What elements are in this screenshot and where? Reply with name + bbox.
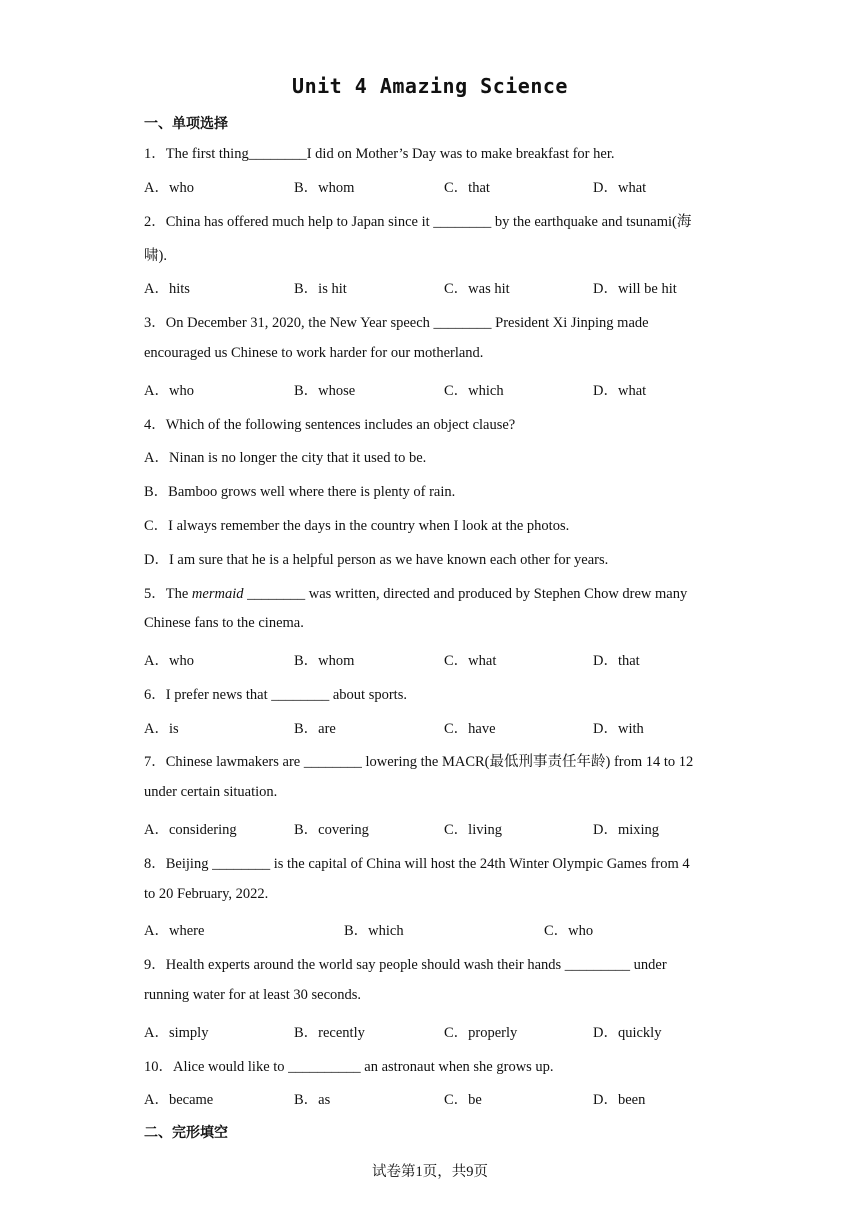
- question-7-option-d[interactable]: D．mixing: [593, 822, 660, 838]
- question-5-text: [144, 582, 724, 603]
- question-7-option-b[interactable]: B．covering: [294, 822, 369, 838]
- question-3-option-c[interactable]: C．which: [444, 383, 504, 399]
- question-9-option-d[interactable]: D．quickly: [593, 1025, 662, 1041]
- question-1-options: [144, 176, 724, 196]
- question-5-option-a[interactable]: A．who: [144, 653, 194, 669]
- question-4-option-b[interactable]: B．Bamboo grows well where there is plenty of rain.: [144, 484, 456, 500]
- question-2-text: 2．China has offered much help to Japan since it ________ by the earthquake and tsunami(海: [144, 214, 692, 230]
- question-10-option-b[interactable]: B．as: [294, 1092, 331, 1108]
- page-footer: 试卷第1页，共9页: [372, 1164, 488, 1180]
- question-2-option-c[interactable]: C．was hit: [444, 281, 510, 297]
- question-3-text: 3．On December 31, 2020, the New Year speech ________ President Xi Jinping made: [144, 315, 649, 331]
- question-8-option-b[interactable]: B．which: [344, 923, 404, 939]
- question-5-prefix: 5．The: [144, 586, 192, 602]
- question-7-text: 7．Chinese lawmakers are ________ lowering the MACR(最低刑事责任年龄) from 14 to 12: [144, 754, 694, 770]
- question-6-options: [144, 717, 724, 737]
- question-5-italic-title: mermaid: [191, 586, 244, 602]
- question-1-option-d[interactable]: D．what: [593, 180, 647, 196]
- question-1-text: 1．The first thing________I did on Mother’s Day was to make breakfast for her.: [144, 146, 615, 162]
- question-2-option-b[interactable]: B．is hit: [294, 281, 347, 297]
- question-4-option-a[interactable]: A．Ninan is no longer the city that it used to be.: [144, 450, 427, 466]
- question-5-option-d[interactable]: D．that: [593, 653, 640, 669]
- question-2-text-cont: 啸).: [144, 248, 167, 264]
- question-4-text: 4．Which of the following sentences includes an object clause?: [144, 417, 516, 433]
- question-6-option-c[interactable]: C．have: [444, 721, 496, 737]
- question-8-text-cont: to 20 February, 2022.: [144, 886, 269, 902]
- question-5-options: [144, 649, 724, 669]
- question-5-option-c[interactable]: C．what: [444, 653, 497, 669]
- question-7-option-a[interactable]: A．considering: [144, 822, 237, 838]
- question-10-text: 10．Alice would like to __________ an astronaut when she grows up.: [144, 1059, 554, 1075]
- question-1-option-b[interactable]: B．whom: [294, 180, 355, 196]
- question-8-option-a[interactable]: A．where: [144, 923, 205, 939]
- question-9-text: 9．Health experts around the world say people should wash their hands _________ under: [144, 957, 667, 973]
- question-1-option-a[interactable]: A．who: [144, 180, 194, 196]
- question-9-option-b[interactable]: B．recently: [294, 1025, 365, 1041]
- question-4-option-c[interactable]: C．I always remember the days in the country when I look at the photos.: [144, 518, 570, 534]
- question-4-option-d[interactable]: D．I am sure that he is a helpful person as we have known each other for years.: [144, 552, 609, 568]
- question-10-option-d[interactable]: D．been: [593, 1092, 646, 1108]
- question-2-options: [144, 277, 724, 297]
- question-2-option-a[interactable]: A．hits: [144, 281, 190, 297]
- question-3-option-d[interactable]: D．what: [593, 383, 647, 399]
- question-6-option-b[interactable]: B．are: [294, 721, 336, 737]
- question-10-options: [144, 1088, 724, 1108]
- section-heading-multiple-choice: 一、单项选择: [144, 116, 228, 132]
- question-9-options: [144, 1021, 724, 1041]
- question-5-suffix: ________ was written, directed and produced by Stephen Chow drew many: [243, 586, 688, 602]
- question-5-option-b[interactable]: B．whom: [294, 653, 355, 669]
- question-1-option-c[interactable]: C．that: [444, 180, 490, 196]
- question-7-text-cont: under certain situation.: [144, 784, 278, 800]
- question-3-option-b[interactable]: B．whose: [294, 383, 356, 399]
- question-10-option-c[interactable]: C．be: [444, 1092, 482, 1108]
- section-heading-cloze: 二、完形填空: [144, 1125, 228, 1141]
- question-2-option-d[interactable]: D．will be hit: [593, 281, 677, 297]
- page-title: Unit 4 Amazing Science: [292, 74, 568, 98]
- question-6-text: 6．I prefer news that ________ about sports.: [144, 687, 407, 703]
- question-3-options: [144, 379, 724, 399]
- question-6-option-d[interactable]: D．with: [593, 721, 644, 737]
- question-9-option-a[interactable]: A．simply: [144, 1025, 209, 1041]
- question-9-text-cont: running water for at least 30 seconds.: [144, 987, 362, 1003]
- question-9-option-c[interactable]: C．properly: [444, 1025, 518, 1041]
- question-7-options: [144, 818, 724, 838]
- question-10-option-a[interactable]: A．became: [144, 1092, 214, 1108]
- question-5-text-cont: Chinese fans to the cinema.: [144, 615, 304, 631]
- question-7-option-c[interactable]: C．living: [444, 822, 503, 838]
- question-3-option-a[interactable]: A．who: [144, 383, 194, 399]
- question-8-option-c[interactable]: C．who: [544, 923, 594, 939]
- question-8-options: [144, 919, 724, 939]
- question-6-option-a[interactable]: A．is: [144, 721, 179, 737]
- question-3-text-cont: encouraged us Chinese to work harder for our motherland.: [144, 345, 484, 361]
- question-8-text: 8．Beijing ________ is the capital of China will host the 24th Winter Olympic Games from 4: [144, 856, 690, 872]
